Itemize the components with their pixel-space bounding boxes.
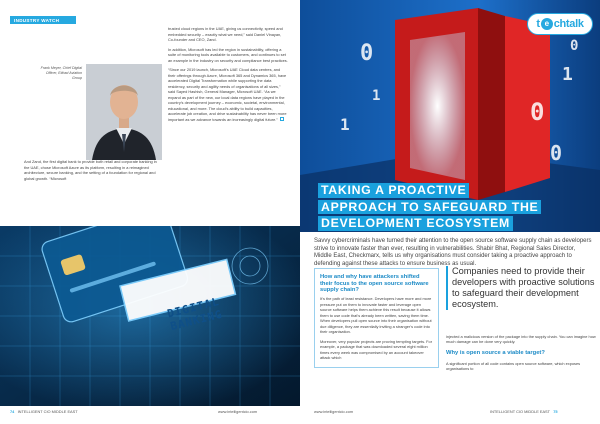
paragraph: A significant portion of all code contains open source software, which exposes organisations to: [446, 360, 581, 372]
svg-text:0: 0: [550, 141, 563, 165]
article-column-1: [24, 159, 159, 185]
article-title: [318, 183, 598, 233]
svg-text:1: 1: [372, 88, 381, 104]
title-line: DEVELOPMENT ECOSYSTEM: [318, 216, 513, 231]
svg-text:1: 1: [562, 64, 573, 85]
publication-name: INTELLIGENT CIO MIDDLE EAST: [17, 409, 78, 414]
paragraph: Moreover, very popular projects are proving tempting targets. For example, a package that was downloaded several eight million times every week was compromised by an account takeover attack which: [320, 338, 433, 360]
end-mark-icon: [280, 117, 284, 121]
standfirst: Savvy cybercriminals have turned their attention to the open source software supply chain as developers strive to innovate faster than ever, resulting in vulnerabilities. Shabir Bhat, Regional Sales Director, Middle East, Checkmarx, tells us why organisations must consider taking a proactive approach to defending against these attacks to ensure business as usual.: [314, 238, 592, 267]
question-heading: How and why have attackers shifted their focus to the open source software supply chain?: [320, 274, 429, 294]
svg-text:0: 0: [530, 98, 545, 126]
section-tag: INDUSTRY WATCH: [10, 16, 76, 24]
page-number: 75: [553, 409, 558, 414]
title-line: APPROACH TO SAFEGUARD THE: [318, 200, 541, 215]
paragraph: And Zand, the first digital bank to provide both retail and corporate banking in the UAE, chose Microsoft Azure as its platform, resulting in a reimagined architecture, secure banking, and the setting of a foundation for regional and global growth. “Microsoft: [24, 159, 157, 181]
right-footer-url: www.intelligentcio.com: [314, 409, 354, 414]
paragraph: [168, 67, 288, 122]
pull-quote: Companies need to provide their developers with proactive solutions to safeguard their development ecosystem.: [446, 266, 596, 310]
paragraph: injected a malicious version of the package into the supply chain. You can imagine how much damage can be done very quickly.: [446, 334, 596, 345]
paragraph: In addition, Microsoft has led the region in sustainability, offering a suite of monitoring tools available to customers, and continues to set an example in the industry on security and compliance best practices.: [168, 46, 288, 63]
article-column-2: [168, 26, 288, 126]
right-footer: [490, 409, 558, 414]
portrait-caption: Frank Meyer, Chief Digital Officer, Etihad Aviation Group: [40, 66, 82, 80]
paragraph-text: “Since our 2019 launch, Microsoft’s UAE Cloud data centres, and their offerings through Azure, Microsoft 365 and Dynamics 365, have accelerated Digital Transformation while supporting the data residency, security and agility needs of organisations of all sizes,” said Sayed Hashish, General Manager, Microsoft UAE. “As we expand as part of the new, our local data regions have played in the country’s development journey – economic, societal, environmental, educational, and more. The cloud’s ability to build capacities, accelerate job creation, and drive sustainability has never been more important as we advance towards an increasingly digital future.”: [168, 67, 287, 122]
digital-banking-hero-image: [0, 226, 300, 406]
svg-text:0: 0: [570, 38, 579, 54]
right-page: [300, 0, 600, 424]
sub-heading: Why is open source a viable target?: [446, 349, 545, 356]
svg-text:0: 0: [360, 41, 374, 66]
title-line: TAKING A PROACTIVE: [318, 183, 469, 198]
paragraph: trusted cloud regions in the UAE, giving us connectivity, speed and embedded security – exactly what we need,” said Daniel Vinayan, Co-founder and CEO, Zand.: [168, 26, 283, 42]
publication-name: INTELLIGENT CIO MIDDLE EAST: [490, 409, 550, 414]
left-footer-url: www.intelligentcio.com: [218, 409, 258, 414]
techtalk-logo: t e chtalk: [527, 13, 593, 35]
svg-text:1: 1: [340, 115, 350, 134]
page-number: 74: [10, 409, 15, 414]
question-answer: [320, 296, 432, 365]
hero-banner-text: DIGITAL BANKING: [165, 294, 225, 334]
portrait-photo: [86, 64, 162, 160]
article-body-right: [446, 334, 596, 377]
paragraph: It’s the path of least resistance. Developers have more and more pressure put on them to innovate faster and leverage open source software helps them achieve this result because it allows them to use code that’s already been written, saving them time. When developers pull open source into their organisation without due diligence, they are essentially inviting a stranger’s code into their organisation.: [320, 296, 432, 334]
left-footer: [10, 409, 78, 414]
